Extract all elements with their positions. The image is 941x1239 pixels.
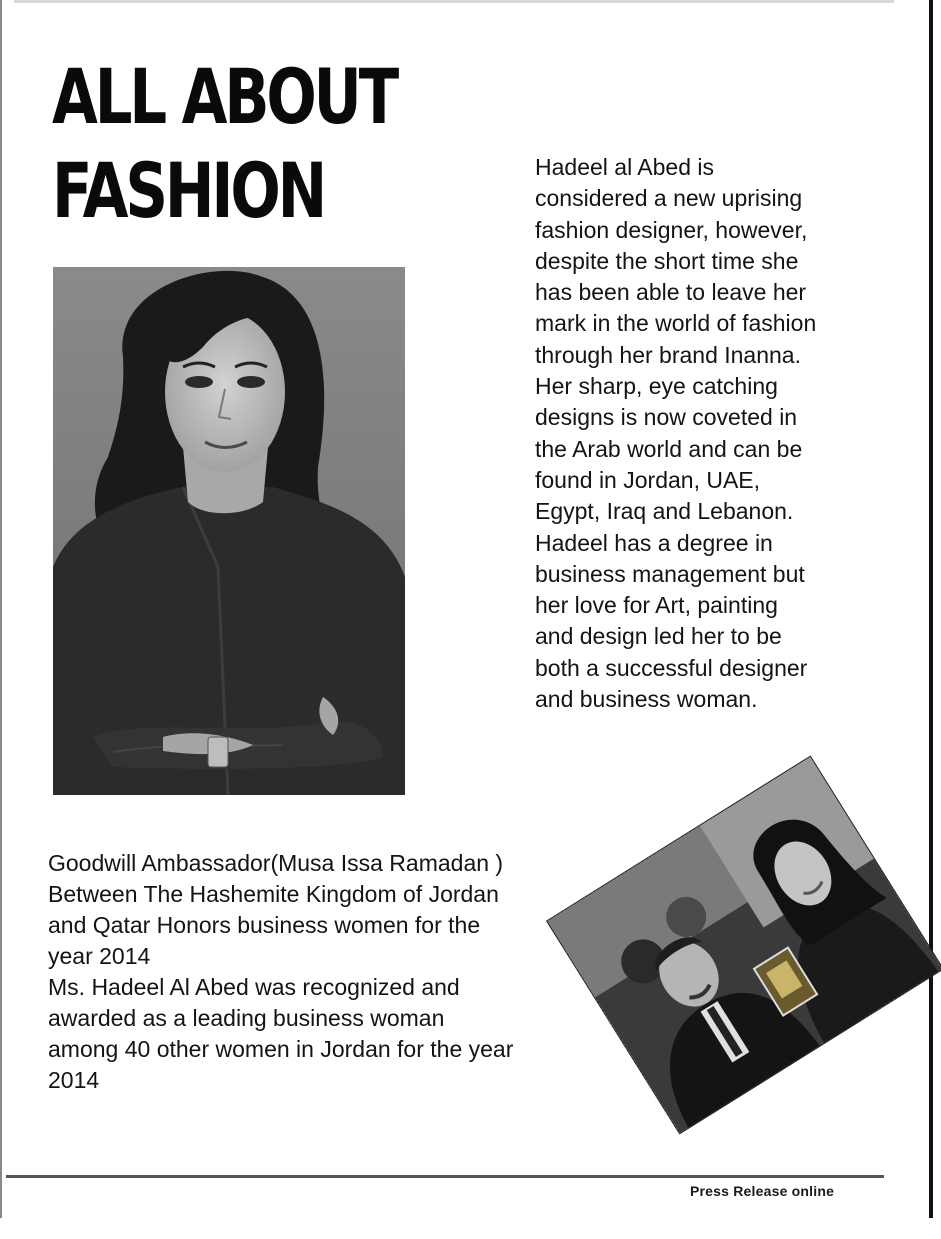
bio-line: mark in the world of fashion <box>535 310 817 337</box>
bio-line: Her sharp, eye catching <box>535 373 778 400</box>
page-title <box>52 50 397 238</box>
bio-line: found in Jordan, UAE, <box>535 466 761 493</box>
title-line-1: ALL ABOUT <box>52 52 397 141</box>
title-line-2: FASHION <box>52 146 325 235</box>
bio-line: both a successful designer <box>535 654 808 681</box>
top-divider <box>14 0 894 3</box>
footer-source: Press Release online <box>690 1183 835 1199</box>
award-line: and Qatar Honors business women for the <box>48 912 481 938</box>
bio-line: designs is now coveted in <box>535 404 798 431</box>
award-line: Goodwill Ambassador(Musa Issa Ramadan ) <box>48 850 504 876</box>
bio-line: has been able to leave her <box>535 279 807 306</box>
award-line: year 2014 <box>48 943 151 969</box>
bottom-divider <box>6 1175 884 1178</box>
portrait-illustration <box>53 267 405 795</box>
bio-line: through her brand Inanna. <box>535 341 801 368</box>
bio-line: business management but <box>535 560 805 587</box>
award-line: Ms. Hadeel Al Abed was recognized and <box>48 974 460 1000</box>
award-line: 2014 <box>48 1067 100 1093</box>
bio-line: and design led her to be <box>535 623 782 650</box>
bio-line: Hadeel has a degree in <box>535 529 773 556</box>
award-line: Between The Hashemite Kingdom of Jordan <box>48 881 499 907</box>
bio-line: considered a new uprising <box>535 185 803 212</box>
award-text <box>48 848 608 1096</box>
award-line: among 40 other women in Jordan for the year <box>48 1036 514 1062</box>
bio-line: despite the short time she <box>535 247 799 274</box>
bio-text <box>535 152 885 715</box>
bio-line: Hadeel al Abed is <box>535 154 715 180</box>
bio-line: Egypt, Iraq and Lebanon. <box>535 498 794 525</box>
bio-line: fashion designer, however, <box>535 216 808 243</box>
award-line: awarded as a leading business woman <box>48 1005 445 1031</box>
bio-line: her love for Art, painting <box>535 592 778 619</box>
portrait-photo <box>53 267 405 795</box>
bio-line: and business woman. <box>535 686 758 713</box>
bio-line: the Arab world and can be <box>535 435 803 462</box>
